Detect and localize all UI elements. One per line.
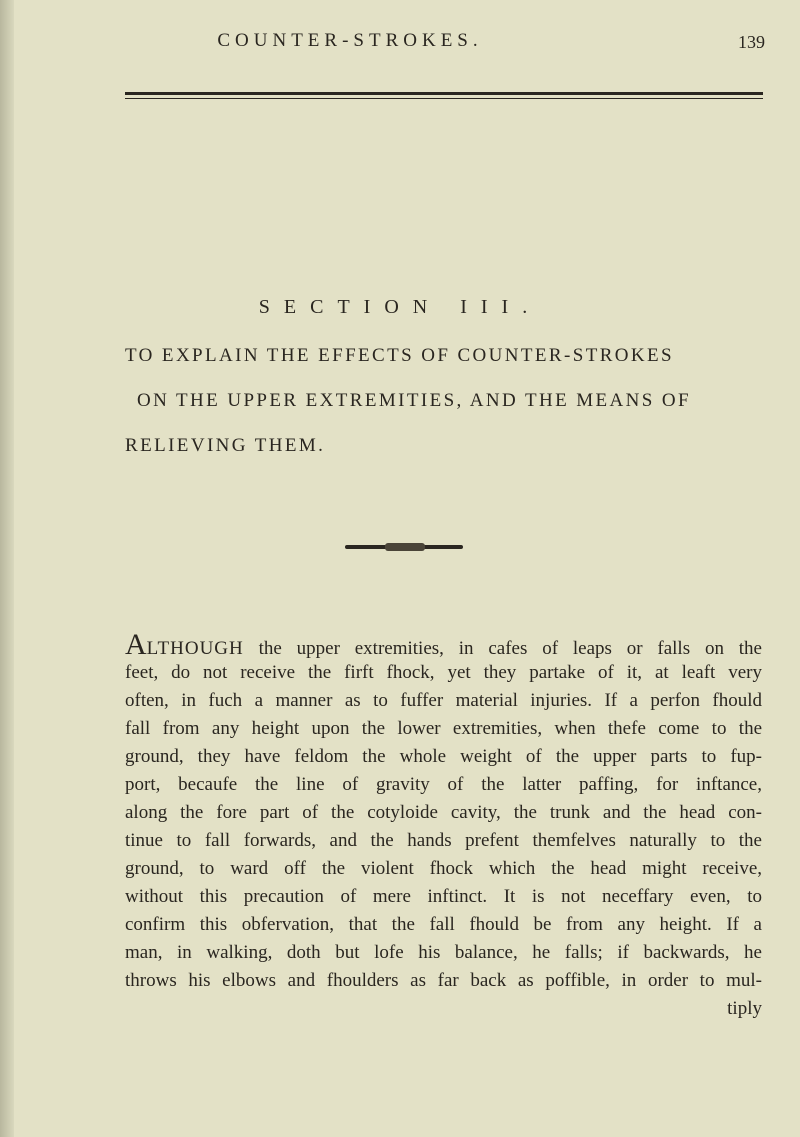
body-line: port, becaufe the line of gravity of the latter paffing, for inftance, [125, 774, 762, 795]
body-line: confirm this obfervation, that the fall fhould be from any height. If a [125, 914, 762, 935]
body-line: ground, they have feldom the whole weight of the upper parts to fup- [125, 746, 762, 767]
drop-initial: A [125, 628, 147, 661]
heading-line: RELIEVING THEM. [125, 435, 326, 456]
body-line: often, in fuch a manner as to fuffer material injuries. If a perfon fhould [125, 690, 762, 711]
body-line: along the fore part of the cotyloide cavity, the trunk and the head con- [125, 802, 762, 823]
body-line: without this precaution of mere inftinct. It is not neceffary even, to [125, 886, 762, 907]
body-line: ground, to ward off the violent fhock which the head might receive, [125, 858, 762, 879]
body-line-text: the upper extremities, in cafes of leaps or falls on the [243, 638, 762, 659]
body-line: tinue to fall forwards, and the hands prefent themfelves naturally to the [125, 830, 762, 851]
heading-line: TO EXPLAIN THE EFFECTS OF COUNTER-STROKES [125, 345, 674, 366]
header-rule-thick [125, 92, 763, 95]
running-head: COUNTER-STROKES. [217, 30, 483, 51]
small-caps-word: LTHOUGH [146, 638, 244, 659]
body-line [125, 628, 762, 661]
body-line: throws his elbows and fhoulders as far back as poffible, in order to mul- [125, 970, 762, 991]
body-line: fall from any height upon the lower extremities, when thefe come to the [125, 718, 762, 739]
heading-line: ON THE UPPER EXTREMITIES, AND THE MEANS OF [137, 390, 692, 411]
header-rule-thin [125, 98, 763, 99]
catchword: tiply [727, 998, 762, 1019]
body-text [125, 628, 762, 1023]
page-number: 139 [738, 32, 765, 52]
ornament-divider [345, 545, 463, 549]
body-line: man, in walking, doth but lofe his balance, he falls; if backwards, he [125, 942, 762, 963]
body-line: feet, do not receive the firft fhock, yet they partake of it, at leaft very [125, 662, 762, 683]
page-edge [0, 0, 14, 1137]
section-title: SECTION III. [258, 296, 542, 318]
